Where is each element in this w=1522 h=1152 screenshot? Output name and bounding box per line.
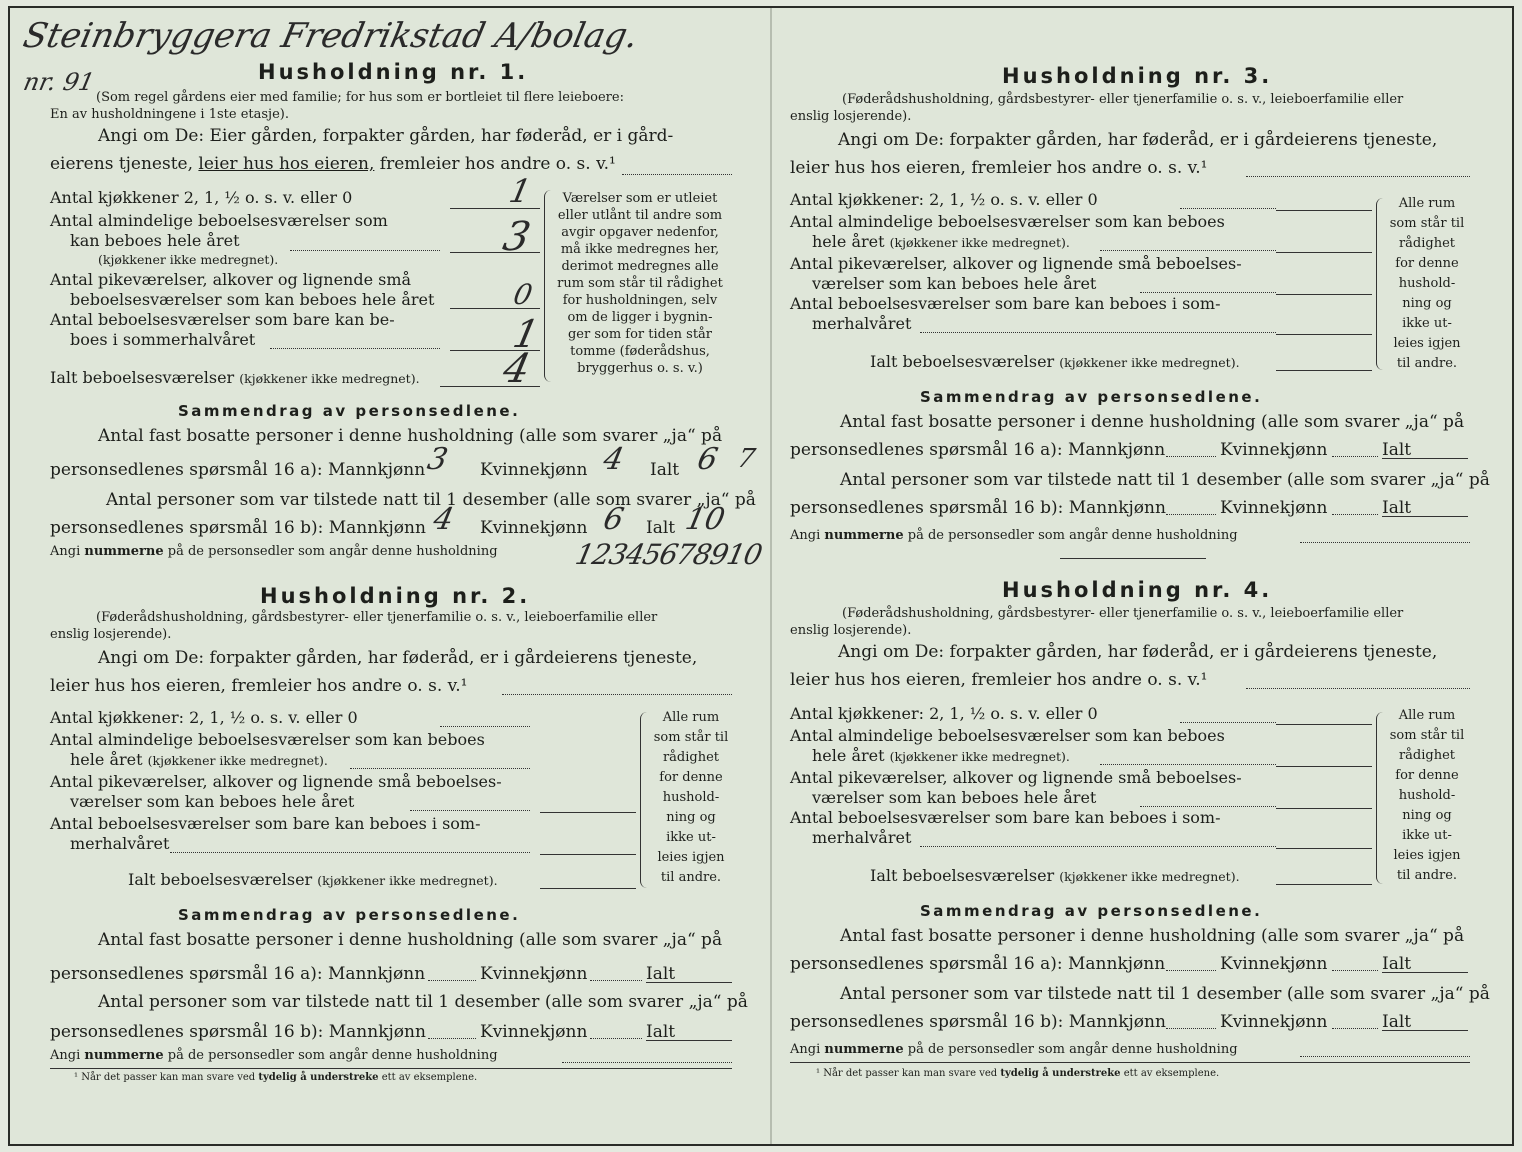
h4-footnote: ¹ Når det passer kan man svare ved tydelig å understreke ett av eksemplene. [816, 1068, 1220, 1079]
h1-summer-b: boes i sommerhalvåret [70, 330, 256, 349]
h1-16a-a: Antal fast bosatte personer i denne husholdning (alle som svarer „ja“ på [98, 426, 723, 446]
h3-rooms-a: Antal almindelige beboelsesværelser som kan beboes [790, 212, 1225, 231]
h1-16b-total-label: Ialt [646, 518, 676, 538]
h2-summary-title: Sammendrag av personsedlene. [178, 906, 521, 924]
h4-total-line: Ialt beboelsesværelser (kjøkkener ikke medregnet). [870, 866, 1240, 885]
h1-maid-value: 0 [510, 278, 536, 311]
h3-16a-b: personsedlenes spørsmål 16 a): Mannkjønn [790, 440, 1166, 460]
h1-16b-b: personsedlenes spørsmål 16 b): Mannkjønn [50, 518, 426, 538]
h1-total-label: Ialt beboelsesværelser [50, 368, 235, 387]
h2-16b-a: Antal personer som var tilstede natt til 1 desember (alle som svarer „ja“ på [98, 992, 748, 1012]
h3-angi-a: Angi om De: forpakter gården, har føderåd, er i gårdeierens tjeneste, [838, 130, 1438, 150]
h2-summer-a: Antal beboelsesværelser som bare kan beboes i som- [50, 814, 481, 833]
h2-title: Husholdning nr. 2. [260, 584, 531, 608]
h2-side-note: Alle rum som står til rådighet for denne hushold- ning og ikke ut- leies igjen til andre. [653, 710, 729, 885]
h1-rooms-note: (kjøkkener ikke medregnet). [98, 252, 279, 267]
h2-rooms-b: hele året (kjøkkener ikke medregnet). [70, 750, 328, 769]
h1-intro-a: (Som regel gårdens eier med familie; for hus som er bortleiet til flere leieboere: [96, 90, 624, 105]
h1-summer-value: 1 [509, 312, 543, 356]
h4-intro-a: (Føderådshusholdning, gårdsbestyrer- eller tjenerfamilie o. s. v., leieboerfamilie eller [842, 606, 1404, 621]
h3-16b-female-label: Kvinnekjønn [1220, 498, 1328, 518]
h2-footnote: ¹ Når det passer kan man svare ved tydelig å understreke ett av eksemplene. [74, 1072, 478, 1083]
h4-angi-b: leier hus hos eieren, fremleier hos andre o. s. v.¹ [790, 670, 1208, 690]
h3-numbers-label: Angi nummerne på de personsedler som angår denne husholdning [790, 528, 1238, 543]
h4-kitchens-label: Antal kjøkkener: 2, 1, ½ o. s. v. eller 0 [790, 704, 1098, 723]
h1-angi-a: Angi om De: Eier gården, forpakter gården, har føderåd, er i gård- [98, 126, 674, 146]
h3-16b-a: Antal personer som var tilstede natt til 1 desember (alle som svarer „ja“ på [840, 470, 1490, 490]
h1-summary-title: Sammendrag av personsedlene. [178, 402, 521, 420]
h2-numbers-label: Angi nummerne på de personsedler som angår denne husholdning [50, 1048, 498, 1063]
h1-16b-female-label: Kvinnekjønn [480, 518, 588, 538]
handwritten-corner-number: nr. 91 [21, 68, 98, 96]
h2-intro-a: (Føderådshusholdning, gårdsbestyrer- eller tjenerfamilie o. s. v., leieboerfamilie eller [96, 610, 658, 625]
h1-16a-male-value: 3 [424, 442, 451, 477]
h1-angi-b1: eierens tjeneste, [50, 154, 199, 174]
h1-angi-b2-underlined: leier hus hos eieren, [198, 154, 375, 174]
h4-16b-a: Antal personer som var tilstede natt til 1 desember (alle som svarer „ja“ på [840, 984, 1490, 1004]
h1-rooms-value: 3 [499, 214, 535, 260]
h3-16a-total-label: Ialt [1382, 440, 1412, 460]
h4-16a-female-label: Kvinnekjønn [1220, 954, 1328, 974]
h4-summer-a: Antal beboelsesværelser som bare kan beboes i som- [790, 808, 1221, 827]
h2-16b-female-label: Kvinnekjønn [480, 1022, 588, 1042]
h3-intro-b: enslig losjerende). [790, 109, 912, 124]
h1-16a-total-value: 6 [694, 442, 721, 477]
h4-maid-a: Antal pikeværelser, alkover og lignende små beboelses- [790, 768, 1242, 787]
h2-16a-female-label: Kvinnekjønn [480, 964, 588, 984]
h4-16a-a: Antal fast bosatte personer i denne husholdning (alle som svarer „ja“ på [840, 926, 1465, 946]
h1-rooms-b: kan beboes hele året [70, 231, 240, 250]
h1-16a-b: personsedlenes spørsmål 16 a): Mannkjønn [50, 460, 426, 480]
h1-rooms-a: Antal almindelige beboelsesværelser som [50, 211, 388, 230]
h2-angi-a: Angi om De: forpakter gården, har føderåd, er i gårdeierens tjeneste, [98, 648, 698, 668]
h3-16b-total-label: Ialt [1382, 498, 1412, 518]
h1-kitchens-value: 1 [505, 172, 535, 210]
h3-16a-a: Antal fast bosatte personer i denne husholdning (alle som svarer „ja“ på [840, 412, 1465, 432]
h4-summary-title: Sammendrag av personsedlene. [920, 902, 1263, 920]
h4-16a-total-label: Ialt [1382, 954, 1412, 974]
h1-total-line [50, 368, 420, 387]
h3-16b-b: personsedlenes spørsmål 16 b): Mannkjønn [790, 498, 1166, 518]
h1-numbers-label: Angi nummerne på de personsedler som angår denne husholdning [50, 544, 498, 559]
h4-intro-b: enslig losjerende). [790, 623, 912, 638]
h2-16a-a: Antal fast bosatte personer i denne husholdning (alle som svarer „ja“ på [98, 930, 723, 950]
h1-16b-a: Antal personer som var tilstede natt til 1 desember (alle som svarer „ja“ på [106, 490, 756, 510]
h1-title: Husholdning nr. 1. [258, 60, 529, 84]
h3-title: Husholdning nr. 3. [1002, 64, 1273, 88]
h1-16b-total-value: 10 [682, 502, 728, 537]
h2-total-line: Ialt beboelsesværelser (kjøkkener ikke medregnet). [128, 870, 498, 889]
h1-16a-female-label: Kvinnekjønn [480, 460, 588, 480]
h1-side-note: Værelser som er utleiet eller utlånt til andre som avgir opgaver nedenfor, må ikke medregnes her, derimot medregnes alle rum som står til rådighet for husholdningen, selv om de ligger i bygnin- ger som for tiden står tomme (føderådshus, bryggerhus o. s. v.) [557, 191, 723, 376]
h1-16a-female-value: 4 [600, 442, 627, 477]
h3-summer-a: Antal beboelsesværelser som bare kan beboes i som- [790, 294, 1221, 313]
h3-maid-a: Antal pikeværelser, alkover og lignende små beboelses- [790, 254, 1242, 273]
h4-rooms-b: hele året (kjøkkener ikke medregnet). [812, 746, 1070, 765]
h2-kitchens-label: Antal kjøkkener: 2, 1, ½ o. s. v. eller 0 [50, 708, 358, 727]
h4-16b-b: personsedlenes spørsmål 16 b): Mannkjønn [790, 1012, 1166, 1032]
h1-intro-b: En av husholdningene i 1ste etasje). [50, 107, 289, 122]
h4-angi-a: Angi om De: forpakter gården, har føderåd, er i gårdeierens tjeneste, [838, 642, 1438, 662]
h4-rooms-a: Antal almindelige beboelsesværelser som kan beboes [790, 726, 1225, 745]
h1-16a-total-label: Ialt [650, 460, 680, 480]
h1-angi-b3: fremleier hos andre o. s. v.¹ [374, 154, 616, 174]
h4-summer-b: merhalvåret [812, 828, 912, 847]
h1-total-note: (kjøkkener ikke medregnet). [239, 371, 420, 386]
h3-rooms-b: hele året (kjøkkener ikke medregnet). [812, 232, 1070, 251]
h4-16b-total-label: Ialt [1382, 1012, 1412, 1032]
h2-16b-b: personsedlenes spørsmål 16 b): Mannkjønn [50, 1022, 426, 1042]
h2-maid-a: Antal pikeværelser, alkover og lignende små beboelses- [50, 772, 502, 791]
h3-kitchens-label: Antal kjøkkener: 2, 1, ½ o. s. v. eller 0 [790, 190, 1098, 209]
h2-angi-b: leier hus hos eieren, fremleier hos andre o. s. v.¹ [50, 676, 468, 696]
h4-16a-b: personsedlenes spørsmål 16 a): Mannkjønn [790, 954, 1166, 974]
h3-total-line: Ialt beboelsesværelser (kjøkkener ikke medregnet). [870, 352, 1240, 371]
h2-16a-total-label: Ialt [646, 964, 676, 984]
h4-maid-b: værelser som kan beboes hele året [812, 788, 1097, 807]
h1-numbers-value: 12345678910 [572, 538, 765, 571]
h2-16a-b: personsedlenes spørsmål 16 a): Mannkjønn [50, 964, 426, 984]
h3-side-note: Alle rum som står til rådighet for denne hushold- ning og ikke ut- leies igjen til andre. [1389, 196, 1465, 371]
h2-intro-b: enslig losjerende). [50, 627, 172, 642]
page-fold [770, 8, 772, 1144]
h1-16b-male-value: 4 [430, 502, 457, 537]
h3-summary-title: Sammendrag av personsedlene. [920, 388, 1263, 406]
h3-angi-b: leier hus hos eieren, fremleier hos andre o. s. v.¹ [790, 158, 1208, 178]
h2-16b-total-label: Ialt [646, 1022, 676, 1042]
h1-angi-b [50, 154, 616, 174]
h3-summer-b: merhalvåret [812, 314, 912, 333]
h4-numbers-label: Angi nummerne på de personsedler som angår denne husholdning [790, 1042, 1238, 1057]
h1-total-value: 4 [499, 346, 535, 392]
handwritten-header: Steinbryggera Fredrikstad A/bolag. [19, 16, 642, 56]
h1-summer-a: Antal beboelsesværelser som bare kan be- [50, 310, 395, 329]
h1-maid-b: beboelsesværelser som kan beboes hele året [70, 290, 435, 309]
h2-maid-b: værelser som kan beboes hele året [70, 792, 355, 811]
h4-16b-female-label: Kvinnekjønn [1220, 1012, 1328, 1032]
h4-title: Husholdning nr. 4. [1002, 578, 1273, 602]
h1-maid-a: Antal pikeværelser, alkover og lignende små [50, 270, 412, 289]
h4-side-note: Alle rum som står til rådighet for denne hushold- ning og ikke ut- leies igjen til andre. [1389, 708, 1465, 883]
h1-16a-tail: 7 [734, 444, 758, 474]
h2-summer-b: merhalvåret [70, 834, 170, 853]
h2-rooms-a: Antal almindelige beboelsesværelser som kan beboes [50, 730, 485, 749]
h3-intro-a: (Føderådshusholdning, gårdsbestyrer- eller tjenerfamilie o. s. v., leieboerfamilie eller [842, 92, 1404, 107]
h1-kitchens-label: Antal kjøkkener 2, 1, ½ o. s. v. eller 0 [50, 188, 353, 207]
h1-16b-female-value: 6 [600, 502, 627, 537]
h3-maid-b: værelser som kan beboes hele året [812, 274, 1097, 293]
h3-16a-female-label: Kvinnekjønn [1220, 440, 1328, 460]
census-form-sheet [8, 6, 1514, 1146]
